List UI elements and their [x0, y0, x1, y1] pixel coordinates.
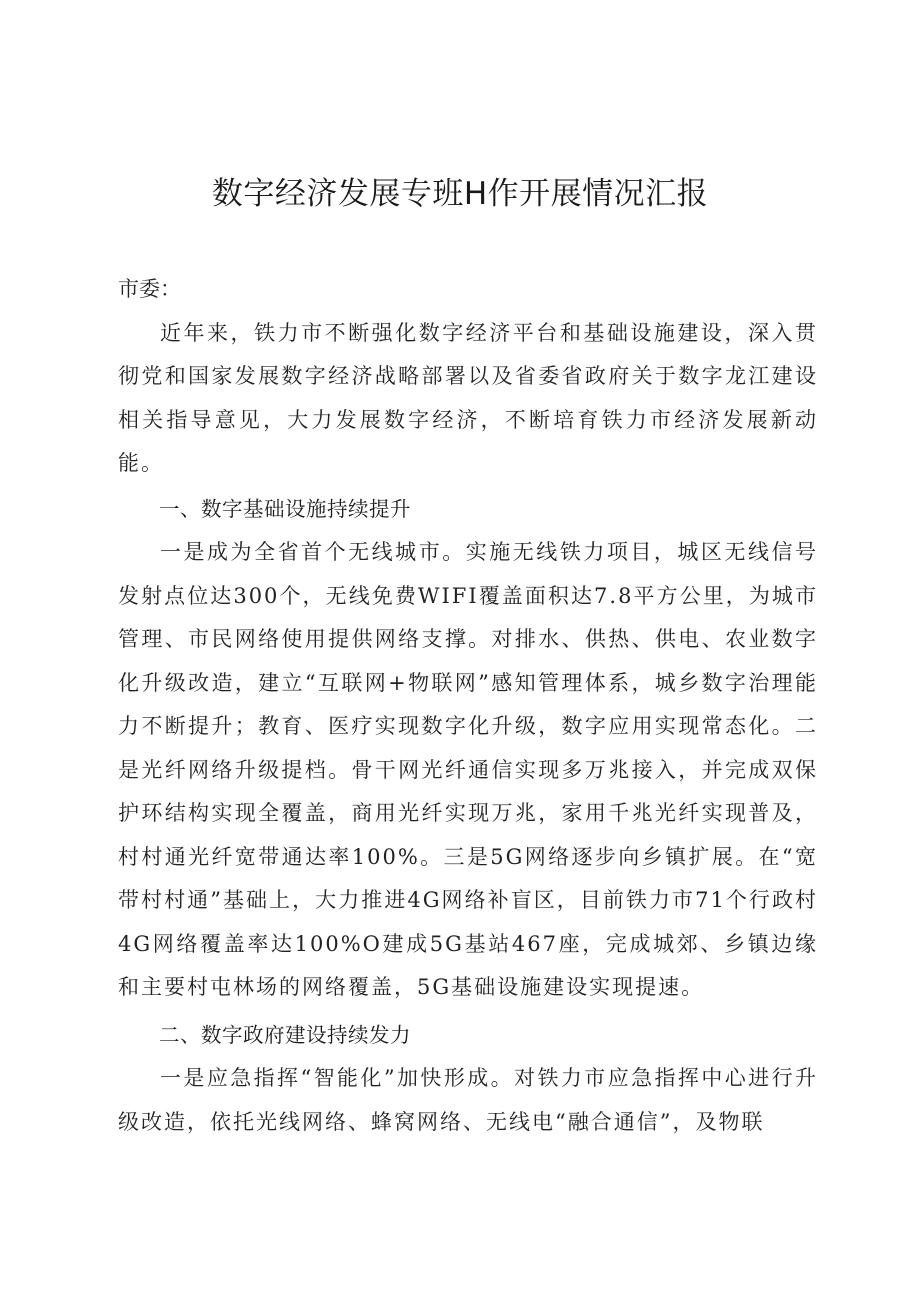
document-title: 数字经济发展专班H作开展情况汇报: [211, 176, 709, 212]
section-1-heading: 一、数字基础设施持续提升: [159, 496, 411, 521]
section-1-paragraph: 一是成为全省首个无线城市。实施无线铁力项目，城区无线信号发射点位达300个，无线免费WIFI覆盖面积达7.8平方公里，为城市管理、市民网络使用提供网络支撑。对排水、供热、供电、农业数字化升级改造，建立“互联网+物联网”感知管理体系，城乡数字治理能力不断提升；教育、医疗实现数字化升级，数字应用实现常态化。二是光纤网络升级提档。骨干网光纤通信实现多万兆接入，并完成双保护环结构实现全覆盖，商用光纤实现万兆，家用千兆光纤实现普及，村村通光纤宽带通达率100%。三是5G网络逐步向乡镇扩展。在“宽带村村通”基础上，大力推进4G网络补盲区，目前铁力市71个行政村4G网络覆盖率达100%O建成5G基站467座，完成城郊、乡镇边缘和主要村屯林场的网络覆盖，5G基础设施建设实现提速。: [118, 540, 818, 999]
intro-paragraph: 近年来，铁力市不断强化数字经济平台和基础设施建设，深入贯彻党和国家发展数字经济战略部署以及省委省政府关于数字龙江建设相关指导意见，大力发展数字经济，不断培育铁力市经济发展新动能。: [118, 320, 818, 475]
salutation: 市委：: [118, 277, 181, 301]
section-2-heading: 二、数字政府建设持续发力: [159, 1022, 411, 1047]
document-body: [118, 268, 818, 1144]
section-2-paragraph: 一是应急指挥“智能化”加快形成。对铁力市应急指挥中心进行升级改造，依托光线网络、蜂窝网络、无线电“融合通信”，及物联: [118, 1066, 818, 1134]
